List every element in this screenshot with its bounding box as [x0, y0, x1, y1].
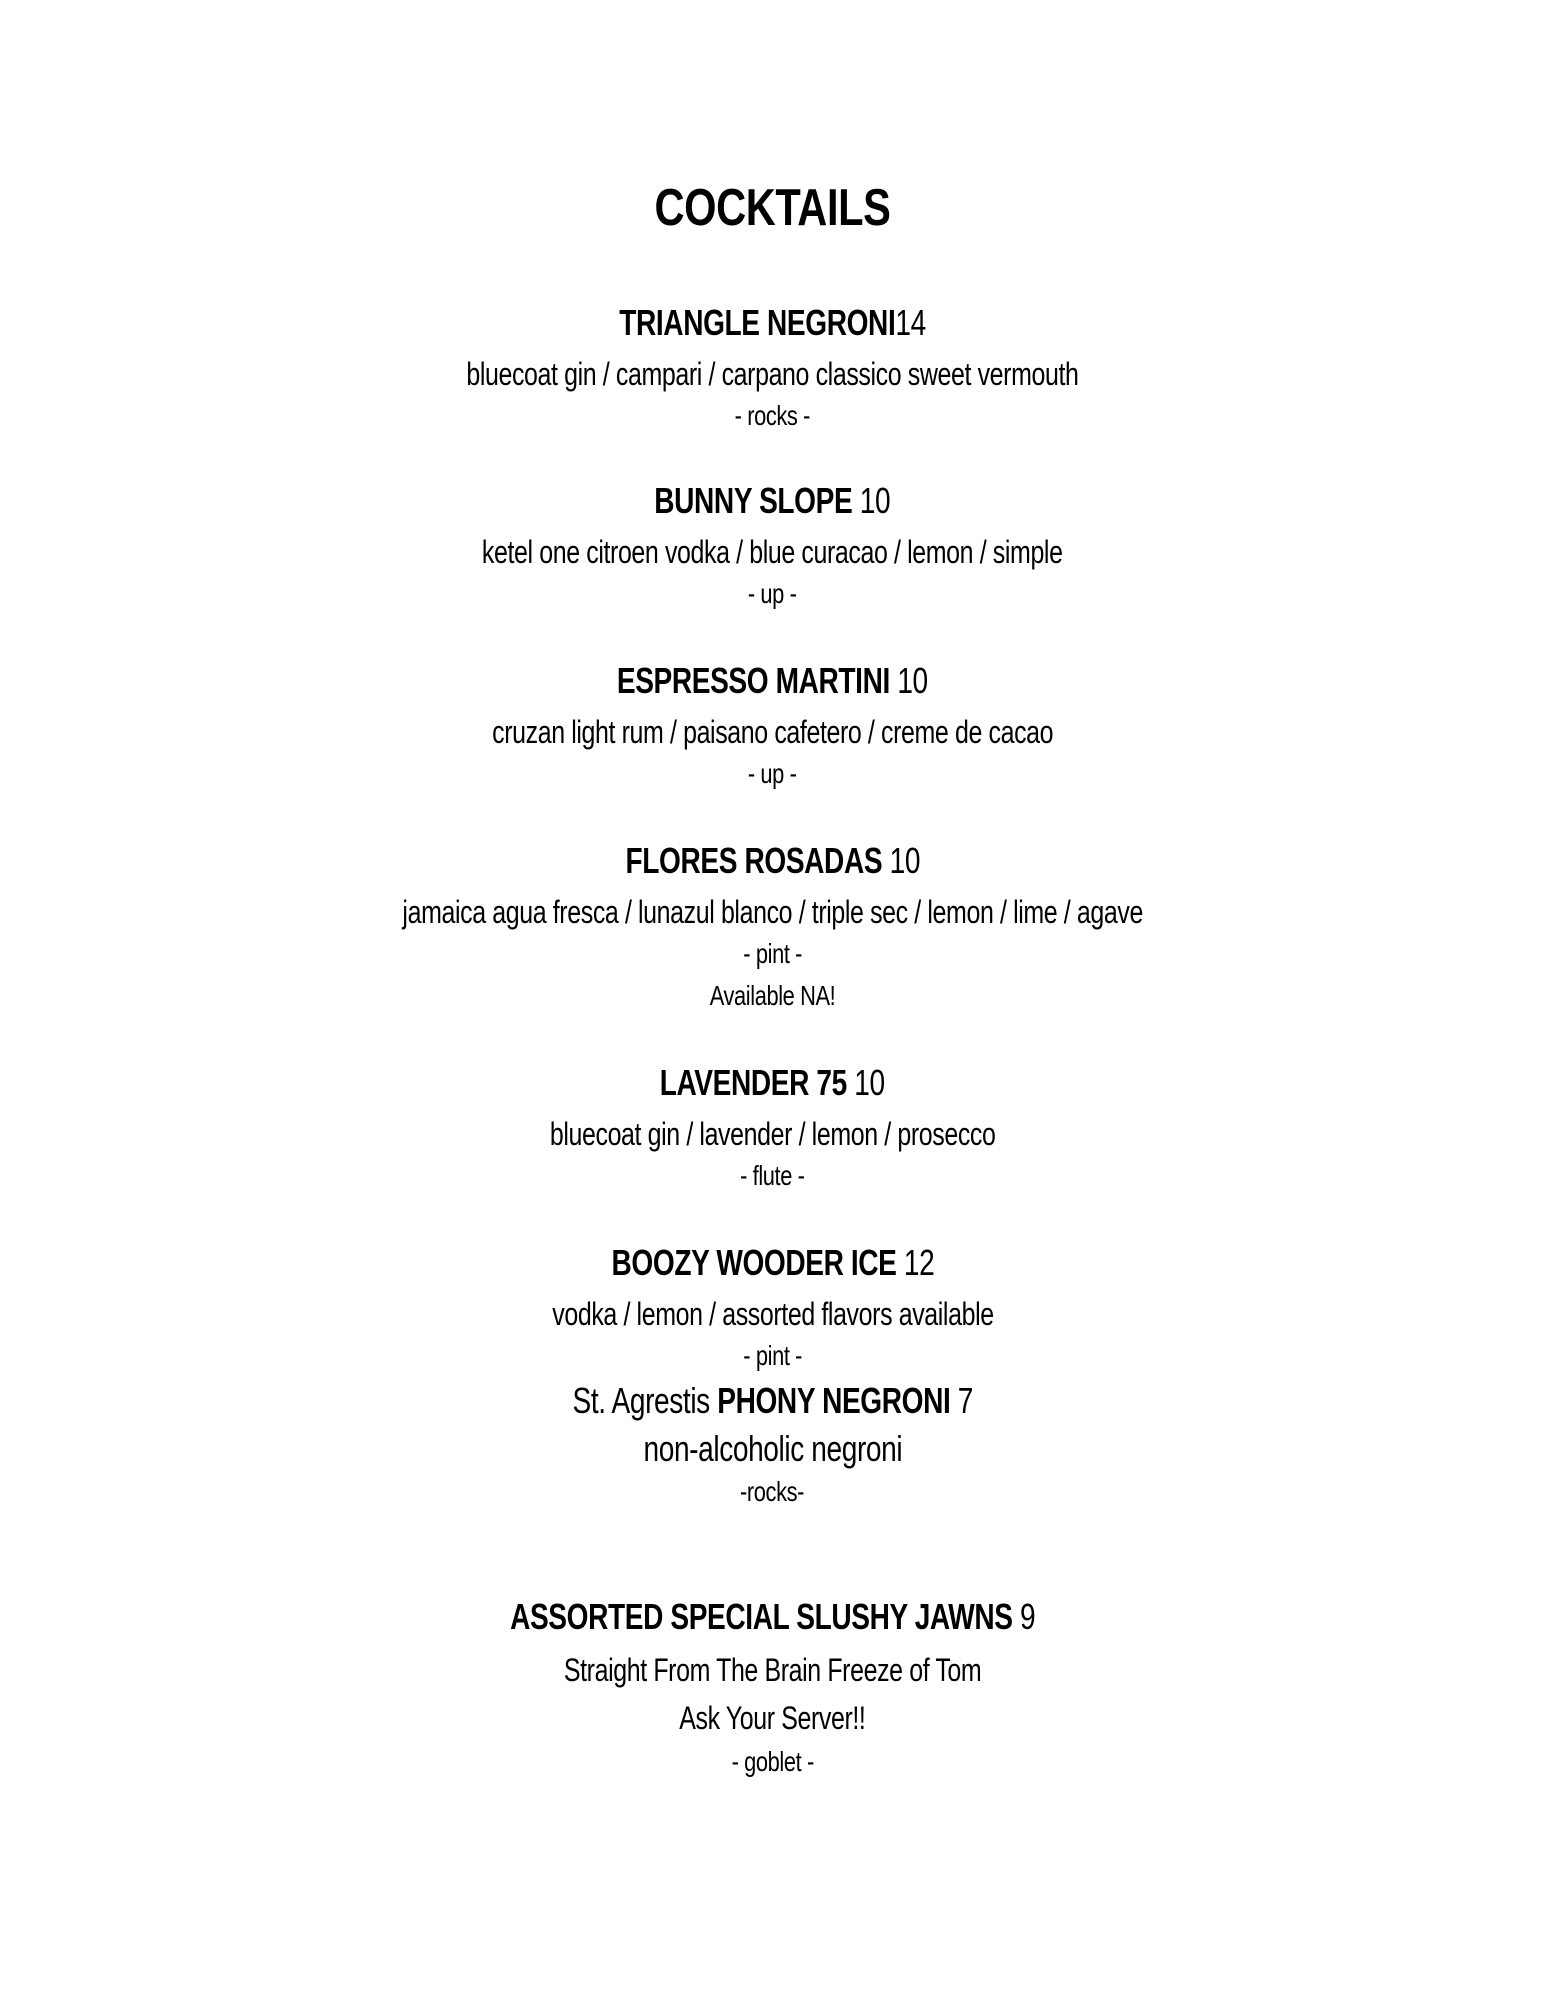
- item-title: PHONY NEGRONI: [716, 1380, 951, 1421]
- menu-item-name: [0, 1380, 1545, 1422]
- item-glass: -rocks-: [740, 1476, 805, 1507]
- item-price: 10: [859, 480, 891, 521]
- page-title: COCKTAILS: [654, 179, 891, 237]
- item-price: 10: [897, 660, 928, 701]
- item-glass: - flute -: [740, 1160, 805, 1191]
- item-glass: - rocks -: [734, 400, 811, 431]
- item-ingredients: cruzan light rum / paisano cafetero / creme de cacao: [491, 714, 1054, 750]
- item-price: 10: [889, 840, 920, 881]
- item-ingredients: bluecoat gin / campari / carpano classico sweet vermouth: [466, 356, 1079, 392]
- menu-item-name: [0, 302, 1545, 344]
- menu-item-name: [0, 1596, 1545, 1638]
- item-price: 10: [854, 1062, 885, 1103]
- item-ingredients: bluecoat gin / lavender / lemon / prosecco: [549, 1116, 996, 1152]
- item-price: 12: [903, 1242, 934, 1283]
- item-glass: - pint -: [743, 938, 802, 969]
- item-brand: St. Agrestis: [572, 1380, 710, 1421]
- item-note: Available NA!: [709, 980, 836, 1011]
- item-glass: - up -: [748, 578, 797, 609]
- item-glass: - goblet -: [731, 1746, 814, 1777]
- item-ingredients: Straight From The Brain Freeze of Tom: [563, 1652, 982, 1688]
- menu-item-name: [0, 660, 1545, 702]
- menu-item-name: [0, 840, 1545, 882]
- item-glass: - pint -: [743, 1340, 802, 1371]
- item-ingredients: jamaica agua fresca / lunazul blanco / triple sec / lemon / lime / agave: [402, 894, 1143, 930]
- item-title: ASSORTED SPECIAL SLUSHY JAWNS: [509, 1596, 1013, 1637]
- item-ingredients: non-alcoholic negroni: [643, 1428, 902, 1469]
- item-title: BUNNY SLOPE: [654, 480, 853, 521]
- item-price: 14: [895, 302, 926, 343]
- item-ingredients: vodka / lemon / assorted flavors available: [551, 1296, 994, 1332]
- item-title: TRIANGLE NEGRONI: [619, 302, 896, 343]
- menu-item-name: [0, 480, 1545, 522]
- menu-item-name: [0, 1242, 1545, 1284]
- item-price: 9: [1019, 1596, 1036, 1637]
- item-glass: - up -: [748, 758, 797, 789]
- item-title: ESPRESSO MARTINI: [617, 660, 891, 701]
- item-title: FLORES ROSADAS: [625, 840, 882, 881]
- item-price: 7: [957, 1380, 973, 1421]
- item-title: LAVENDER 75: [659, 1062, 848, 1103]
- menu-item-name: [0, 1062, 1545, 1104]
- item-title: BOOZY WOODER ICE: [611, 1242, 897, 1283]
- item-ingredients: ketel one citroen vodka / blue curacao / lemon / simple: [482, 534, 1063, 570]
- item-note: Ask Your Server!!: [679, 1700, 866, 1736]
